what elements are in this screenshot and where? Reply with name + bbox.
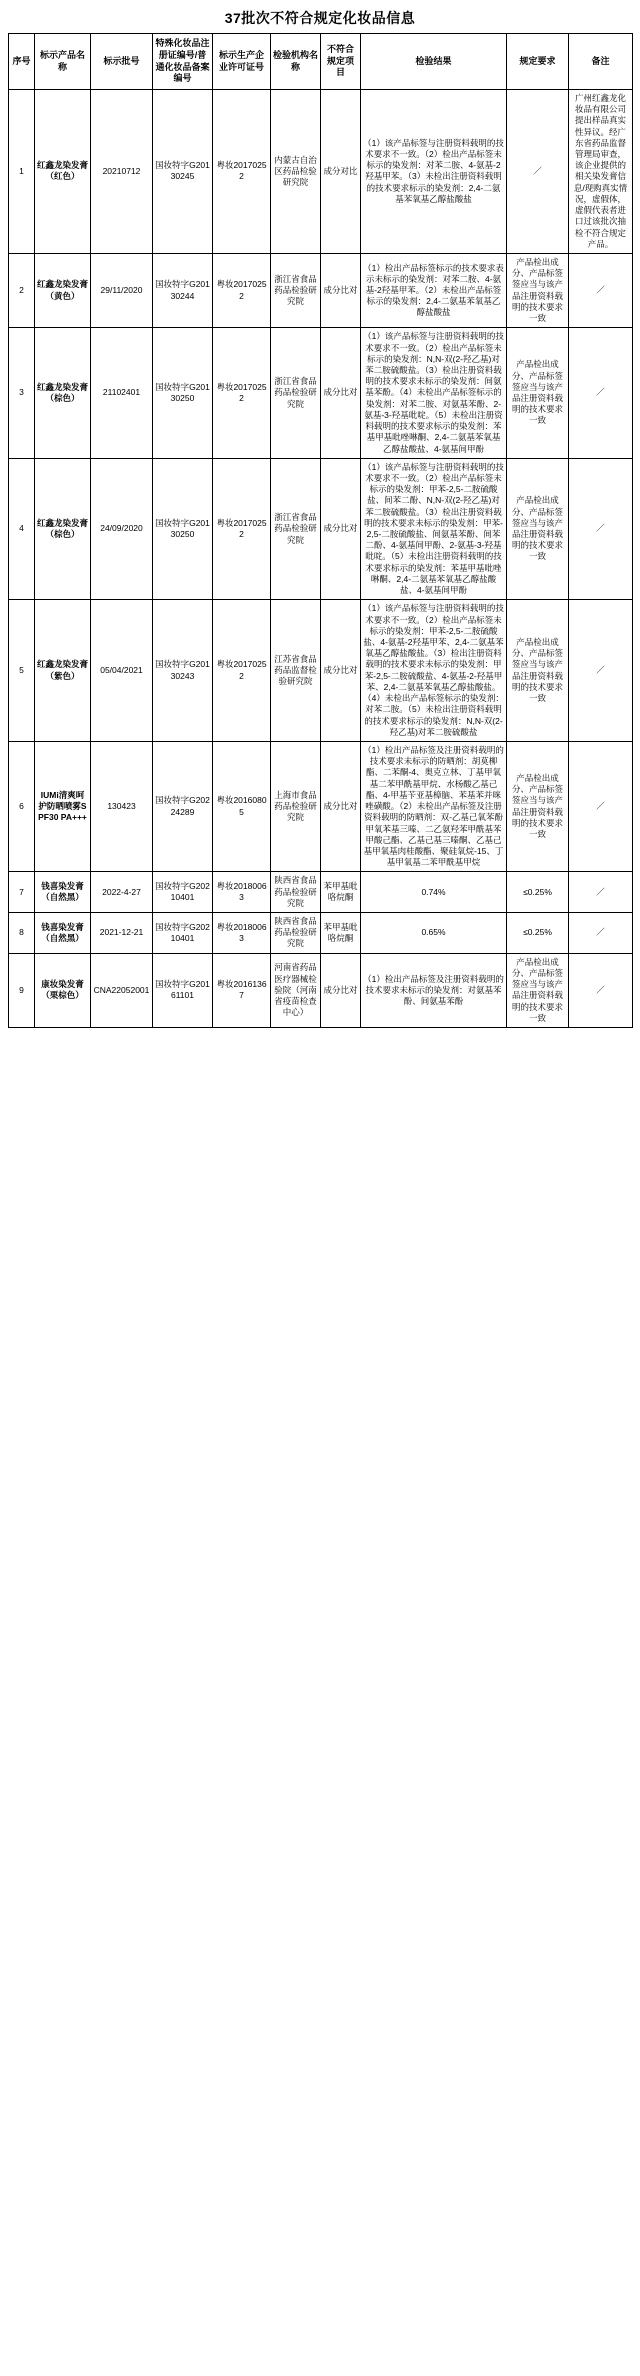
column-header-registration-no: 特殊化妆品注册证编号/普通化妆品备案编号 xyxy=(153,34,213,90)
cell-license-no: 粤妆20170252 xyxy=(213,254,271,328)
cell-institution: 浙江省食品药品检验研究院 xyxy=(271,458,321,600)
table-row xyxy=(9,328,633,458)
cell-remark: ／ xyxy=(569,328,633,458)
cell-noncompliant-item: 成分比对 xyxy=(321,600,361,742)
column-header-index: 序号 xyxy=(9,34,35,90)
cell-remark: 广州红鑫龙化妆品有限公司提出样品真实性异议。经广东省药品监督管理局审查，该企业提供的相关染发膏信息/现购真实情况，虚假体，虚假代表者进口过该批次抽检不符合规定产品。 xyxy=(569,89,633,253)
cell-noncompliant-item: 成分对比 xyxy=(321,89,361,253)
cell-remark: ／ xyxy=(569,254,633,328)
column-header-noncompliant-item: 不符合规定项目 xyxy=(321,34,361,90)
cell-institution: 陕西省食品药品检验研究院 xyxy=(271,913,321,954)
cell-product-name: 钱喜染发膏（自然黑） xyxy=(35,913,91,954)
cell-product-name: 红鑫龙染发膏（紫色） xyxy=(35,600,91,742)
column-header-product-name: 标示产品名称 xyxy=(35,34,91,90)
cell-noncompliant-item: 成分比对 xyxy=(321,328,361,458)
cell-registration-no: 国妆特字G20210401 xyxy=(153,913,213,954)
column-header-batch: 标示批号 xyxy=(91,34,153,90)
cell-requirement: 产品检出成分、产品标签签应当与该产品注册资料载明的技术要求一致 xyxy=(507,600,569,742)
cell-requirement: 产品检出成分、产品标签签应当与该产品注册资料载明的技术要求一致 xyxy=(507,328,569,458)
cell-license-no: 粤妆20180063 xyxy=(213,913,271,954)
cell-batch: 24/09/2020 xyxy=(91,458,153,600)
cell-remark: ／ xyxy=(569,953,633,1027)
cell-institution: 上海市食品药品检验研究院 xyxy=(271,741,321,871)
cell-license-no: 粤妆20170252 xyxy=(213,89,271,253)
cell-noncompliant-item: 苯甲基吡咯烷酮 xyxy=(321,913,361,954)
table-header-row xyxy=(9,34,633,90)
cell-product-name: 钱喜染发膏（自然黑） xyxy=(35,872,91,913)
cell-result: （1）检出产品标签及注册资料载明的技术要求未标示的防晒剂：胡莫柳酯、二苯酮-4、奥克立林、丁基甲氧基二苯甲酰基甲烷、水杨酸乙基己酯、4-甲基苄亚基樟脑、苯基苯并咪唑磺酸。（2）未检出产品标签及注册资料载明的防晒剂：双-乙基己氧苯酚甲氧苯基三嗪、二乙氨羟苯甲酰基苯甲酸己酯、乙基己基三嗪酮、乙基己基甲氧基肉桂酸酯、聚硅氧烷-15、丁基甲氧基二苯甲酰基甲烷 xyxy=(361,741,507,871)
cell-noncompliant-item: 苯甲基吡咯烷酮 xyxy=(321,872,361,913)
table-row xyxy=(9,741,633,871)
cell-requirement: ≤0.25% xyxy=(507,913,569,954)
cell-result: （1）该产品标签与注册资料载明的技术要求不一致。（2）检出产品标签未标示的染发剂：N,N-双(2-羟乙基)对苯二胺硫酸盐。（3）检出注册资料载明的技术要求未标示的染发剂：间氨基苯酚。（4）未检出产品标签标示的染发剂：对苯二胺、对氨基苯酚、2-氨基-3-羟基吡啶。（5）未检出注册资料载明的技术要求标示的染发剂：苯基甲基吡唑啉酮、2,4-二氨基苯氧基乙醇盐酸盐、4-氨基间甲酚 xyxy=(361,328,507,458)
cell-registration-no: 国妆特字G20130245 xyxy=(153,89,213,253)
cell-remark: ／ xyxy=(569,913,633,954)
cell-result: （1）该产品标签与注册资料载明的技术要求不一致。（2）检出产品标签未标示的染发剂：对苯二胺、4-氨基-2羟基甲苯。（3）未检出注册资料载明的技术要求标示的染发剂：2,4-二氨基苯氧基乙醇盐酸盐 xyxy=(361,89,507,253)
cell-index: 1 xyxy=(9,89,35,253)
cell-index: 8 xyxy=(9,913,35,954)
cell-institution: 陕西省食品药品检验研究院 xyxy=(271,872,321,913)
cell-batch: CNA22052001 xyxy=(91,953,153,1027)
table-row xyxy=(9,458,633,600)
cell-registration-no: 国妆特字G20130250 xyxy=(153,328,213,458)
cell-license-no: 粤妆20161367 xyxy=(213,953,271,1027)
cell-remark: ／ xyxy=(569,872,633,913)
cell-index: 2 xyxy=(9,254,35,328)
cell-remark: ／ xyxy=(569,741,633,871)
cell-remark: ／ xyxy=(569,600,633,742)
cell-product-name: 红鑫龙染发膏（棕色） xyxy=(35,458,91,600)
cell-institution: 内蒙古自治区药品检验研究院 xyxy=(271,89,321,253)
cell-license-no: 粤妆20170252 xyxy=(213,600,271,742)
cell-requirement: 产品检出成分、产品标签签应当与该产品注册资料载明的技术要求一致 xyxy=(507,254,569,328)
table-row xyxy=(9,89,633,253)
cell-index: 4 xyxy=(9,458,35,600)
cell-requirement: 产品检出成分、产品标签签应当与该产品注册资料载明的技术要求一致 xyxy=(507,458,569,600)
column-header-license-no: 标示生产企业许可证号 xyxy=(213,34,271,90)
cell-noncompliant-item: 成分比对 xyxy=(321,953,361,1027)
cell-institution: 浙江省食品药品检验研究院 xyxy=(271,254,321,328)
cell-index: 9 xyxy=(9,953,35,1027)
cell-institution: 河南省药品医疗器械检验院（河南省疫苗检查中心） xyxy=(271,953,321,1027)
table-row xyxy=(9,953,633,1027)
cell-product-name: 康妆染发膏（栗棕色） xyxy=(35,953,91,1027)
column-header-remark: 备注 xyxy=(569,34,633,90)
cell-product-name: IUMi清爽呵护防晒喷雾SPF30 PA+++ xyxy=(35,741,91,871)
cell-product-name: 红鑫龙染发膏（黄色） xyxy=(35,254,91,328)
column-header-requirement: 规定要求 xyxy=(507,34,569,90)
cell-institution: 浙江省食品药品检验研究院 xyxy=(271,328,321,458)
cell-batch: 29/11/2020 xyxy=(91,254,153,328)
cell-license-no: 粤妆20180063 xyxy=(213,872,271,913)
cell-registration-no: 国妆特字G20224289 xyxy=(153,741,213,871)
cell-batch: 20210712 xyxy=(91,89,153,253)
cell-result: （1）检出产品标签及注册资料载明的技术要求未标示的染发剂：对氨基苯酚、间氨基苯酚 xyxy=(361,953,507,1027)
cell-license-no: 粤妆20170252 xyxy=(213,328,271,458)
cell-requirement: 产品检出成分、产品标签签应当与该产品注册资料载明的技术要求一致 xyxy=(507,741,569,871)
cell-product-name: 红鑫龙染发膏（红色） xyxy=(35,89,91,253)
cell-requirement: ／ xyxy=(507,89,569,253)
column-header-result: 检验结果 xyxy=(361,34,507,90)
cell-result: （1）该产品标签与注册资料载明的技术要求不一致。（2）检出产品标签未标示的染发剂：甲苯-2,5-二胺硫酸盐、4-氨基-2羟基甲苯、2,4-二氨基苯氧基乙醇盐酸盐。（3）检出注册资料载明的技术要求未标示的染发剂：甲苯-2,5-二胺硫酸盐、4-氨基-2-羟基甲苯、2,4-二氨基苯氧基乙醇盐酸盐。（4）未检出产品标签标示的染发剂：对苯二胺。（5）未检出注册资料载明的技术要求标示的染发剂：N,N-双(2-羟乙基)对苯二胺硫酸盐 xyxy=(361,600,507,742)
table-row xyxy=(9,913,633,954)
cell-requirement: ≤0.25% xyxy=(507,872,569,913)
cell-batch: 130423 xyxy=(91,741,153,871)
cell-result: 0.74% xyxy=(361,872,507,913)
document-page xyxy=(0,0,640,1034)
column-header-institution: 检验机构名称 xyxy=(271,34,321,90)
cell-registration-no: 国妆特字G20161101 xyxy=(153,953,213,1027)
cell-index: 5 xyxy=(9,600,35,742)
cell-index: 3 xyxy=(9,328,35,458)
cell-institution: 江苏省食品药品监督检验研究院 xyxy=(271,600,321,742)
cell-registration-no: 国妆特字G20210401 xyxy=(153,872,213,913)
cell-remark: ／ xyxy=(569,458,633,600)
inspection-results-table xyxy=(8,33,633,1028)
cell-noncompliant-item: 成分比对 xyxy=(321,254,361,328)
cell-batch: 2021-12-21 xyxy=(91,913,153,954)
cell-noncompliant-item: 成分比对 xyxy=(321,458,361,600)
cell-requirement: 产品检出成分、产品标签签应当与该产品注册资料载明的技术要求一致 xyxy=(507,953,569,1027)
table-row xyxy=(9,600,633,742)
cell-result: （1）该产品标签与注册资料载明的技术要求不一致。（2）检出产品标签未标示的染发剂：甲苯-2,5-二胺硫酸盐、间苯二酚、N,N-双(2-羟乙基)对苯二胺硫酸盐。（3）检出注册资料载明的技术要求未标示的染发剂：甲苯-2,5-二胺硫酸盐、间氨基苯酚、间苯二酚、4-氨基间甲酚、2-氨基-3-羟基吡啶。（5）未检出注册资料载明的技术要求标示的染发剂：苯基甲基吡唑啉酮、2,4-二氨基苯氧基乙醇盐酸盐、4-氨基间甲酚 xyxy=(361,458,507,600)
page-title: 37批次不符合规定化妆品信息 xyxy=(224,10,416,26)
cell-license-no: 粤妆20160805 xyxy=(213,741,271,871)
cell-registration-no: 国妆特字G20130244 xyxy=(153,254,213,328)
cell-index: 6 xyxy=(9,741,35,871)
table-row xyxy=(9,872,633,913)
table-row xyxy=(9,254,633,328)
cell-product-name: 红鑫龙染发膏（棕色） xyxy=(35,328,91,458)
cell-noncompliant-item: 成分比对 xyxy=(321,741,361,871)
cell-registration-no: 国妆特字G20130250 xyxy=(153,458,213,600)
cell-result: 0.65% xyxy=(361,913,507,954)
cell-index: 7 xyxy=(9,872,35,913)
cell-batch: 2022-4-27 xyxy=(91,872,153,913)
cell-registration-no: 国妆特字G20130243 xyxy=(153,600,213,742)
cell-result: （1）检出产品标签标示的技术要求表示未标示的染发剂：对苯二胺、4-氨基-2羟基甲苯。（2）未检出产品标签标示的染发剂：2,4-二氨基苯氧基乙醇盐酸盐 xyxy=(361,254,507,328)
cell-batch: 21102401 xyxy=(91,328,153,458)
cell-license-no: 粤妆20170252 xyxy=(213,458,271,600)
cell-batch: 05/04/2021 xyxy=(91,600,153,742)
